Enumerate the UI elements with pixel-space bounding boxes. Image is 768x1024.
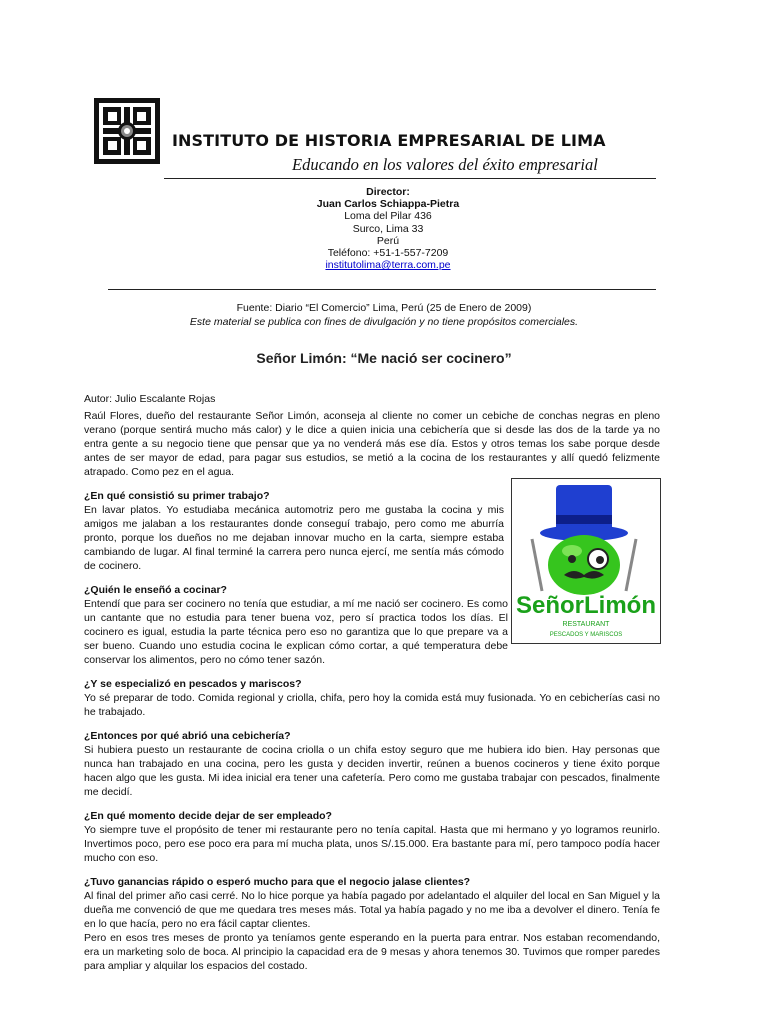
article-intro: Raúl Flores, dueño del restaurante Señor Limón, aconseja al cliente no comer un cebiche de conchas negras en pleno verano (porque sentirá mucho más calor) y le dice a quien inicia una cebichería que si desde las dos de la tarde ya no entra gente a su negocio tiene que pensar que ya no venderá más ese día. Estos y otros temas los sabe porque desde antes de ser mayor de edad, para pagar sus estudios, se metió a la cocina de los restaurantes y allí quedó felizmente atrapado. Como pez en el agua. [84, 410, 660, 478]
institute-name: INSTITUTO DE HISTORIA EMPRESARIAL DE LIMA [172, 131, 606, 150]
question-4: ¿Entonces por qué abrió una cebichería? [84, 730, 291, 742]
brand-subtext-2: PESCADOS Y MARISCOS [549, 632, 623, 638]
address-line-1: Loma del Pilar 436 [344, 210, 432, 223]
answer-3: Yo sé preparar de todo. Comida regional y criolla, chifa, pero hoy la comida está muy fusionada. Yo en cebicherías casi no he trabajado. [84, 692, 660, 718]
country: Perú [376, 234, 400, 247]
institute-motto: Educando en los valores del éxito empresarial [292, 155, 598, 174]
question-5: ¿En qué momento decide dejar de ser empleado? [84, 810, 332, 822]
article-author: Autor: Julio Escalante Rojas [84, 393, 216, 405]
article-title: Señor Limón: “Me nació ser cocinero” [256, 350, 512, 366]
email-link[interactable]: institutolima@terra.com.pe [325, 259, 451, 272]
question-1: ¿En qué consistió su primer trabajo? [84, 490, 270, 502]
header-divider [164, 178, 656, 179]
question-3: ¿Y se especializó en pescados y mariscos? [84, 678, 302, 690]
contact-divider [108, 289, 656, 290]
phone: Teléfono: +51-1-557-7209 [327, 247, 449, 260]
brand-subtext: RESTAURANT [562, 621, 610, 628]
institute-logo-icon [94, 98, 160, 164]
answer-4: Si hubiera puesto un restaurante de cocina criolla o un chifa estoy seguro que me hubiera ido bien. Hay personas que nunca han trabajado en una cocina, pero les gusta y deciden invertir, reúnen a buenos cocineros y tiene éxito porque hacen algo que les gusta. Mi idea inicial era tener una cafetería. Pero como me gustaba trabajar con pescados, finalmente me decidí. [84, 744, 660, 798]
question-6: ¿Tuvo ganancias rápido o esperó mucho para que el negocio jalase clientes? [84, 876, 471, 888]
source-line: Fuente: Diario “El Comercio” Lima, Perú (25 de Enero de 2009) [236, 302, 532, 314]
director-label: Director: [366, 186, 410, 198]
director-name: Juan Carlos Schiappa-Pietra [316, 198, 460, 211]
answer-6-continued: Pero en esos tres meses de pronto ya teníamos gente esperando en la puerta para entrar. Nos estaban recomendando, era un marketing solo de boca. Al principio la capacidad era de 9 mesas y ahora tenemos 30. Tuvimos que romper paredes para ampliar y alquilar los espacios del costado. [84, 932, 660, 972]
answer-5: Yo siempre tuve el propósito de tener mi restaurante pero no tenía capital. Hasta que mi hermano y yo logramos reunirlo. Invertimos poco, pero ese poco era para mí mucha plata, unos S/.15.000. Era bastante para mí, pero tampoco podía hacer mucho con eso. [84, 824, 660, 864]
institute-logo [94, 98, 160, 164]
answer-2: Entendí que para ser cocinero no tenía que estudiar, a mí me nació ser cocinero. Es como un cantante que no estudia para tener buena voz, pero sí practica todos los días. El cocinero es igual, estudia la parte técnica pero eso no garantiza que lo que prepare va a ser bueno. Cuando uno estudia cocina le explican cómo cortar, a qué temperatura debe conservar los alimentos, pero no cómo tener sazón. [84, 598, 508, 666]
source-block [110, 301, 658, 329]
question-2: ¿Quién le enseñó a cocinar? [84, 584, 227, 596]
disclaimer-line: Este material se publica con fines de divulgación y no tiene propósitos comerciales. [189, 316, 579, 328]
address-line-2: Surco, Lima 33 [352, 222, 424, 235]
answer-6: Al final del primer año casi cerré. No lo hice porque ya había pagado por adelantado el alquiler del local en San Miguel y la dueña me convenció de que me quedara tres meses más. Total ya había pagado y no me iba a devolver el dinero. Tenía fe en lo que hacía, pero no era fácil captar clientes. [84, 890, 660, 930]
brand-text: SeñorLimón [515, 592, 657, 619]
article-body [84, 392, 660, 973]
answer-1: En lavar platos. Yo estudiaba mecánica automotriz pero me gustaba la cocina y mis amigos me jalaban a los restaurantes donde conseguí trabajo, pero como me aburría pronto, porque los dueños no me dejaban innovar mucho en la carta, siempre estaba cambiando de lugar. Al final terminé la carrera pero nunca ejercí, me sentía más cómodo de cocinero. [84, 504, 504, 572]
contact-block [200, 186, 576, 271]
